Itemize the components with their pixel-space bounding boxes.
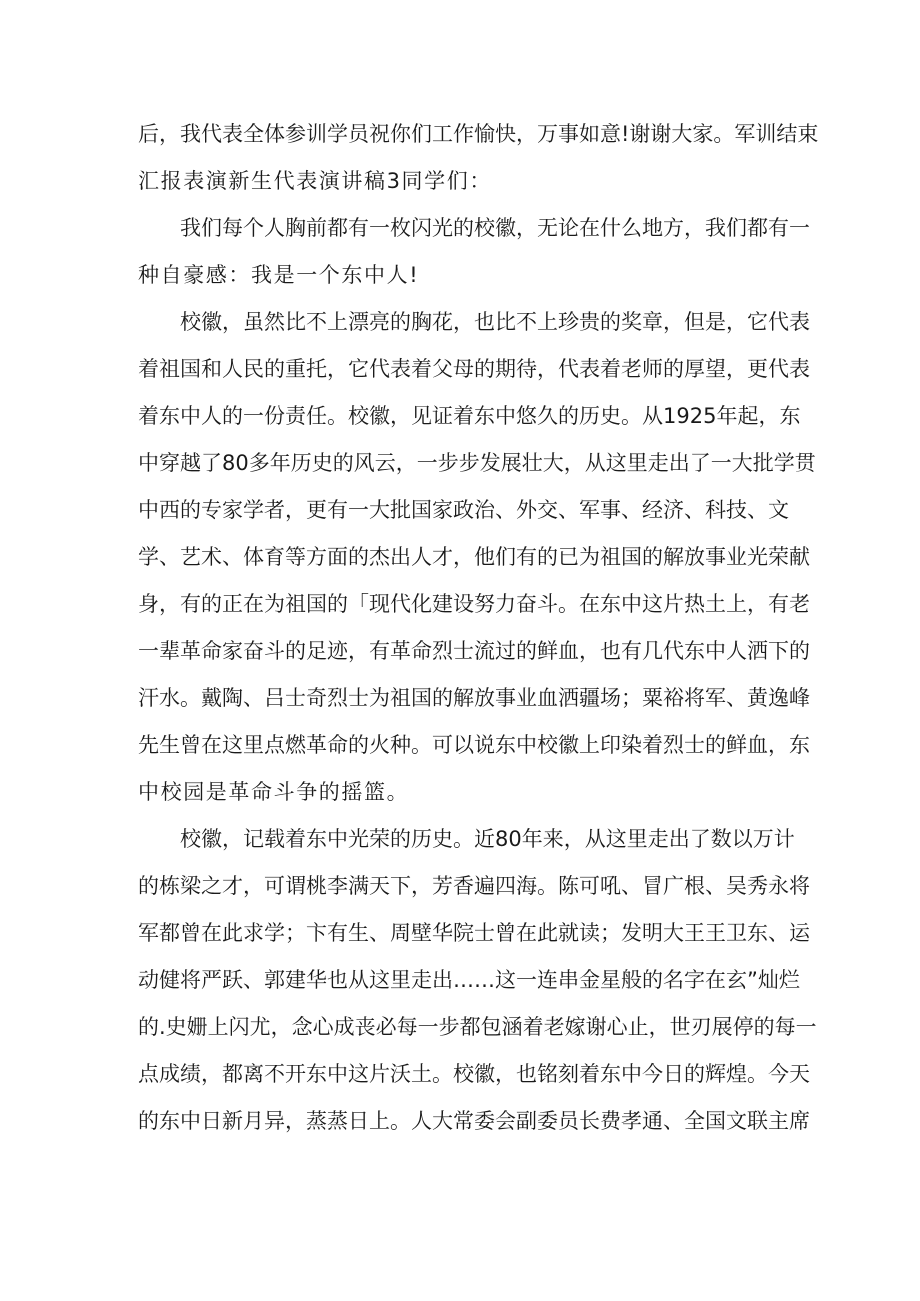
text-line: 先生曾在这里点燃革命的火种。可以说东中校徽上印染着烈士的鲜血，东 bbox=[138, 733, 810, 757]
text-line: 汇报表演新生代表演讲稿3同学们： bbox=[138, 169, 492, 193]
text-line: 校徽，虽然比不上漂亮的胸花，也比不上珍贵的奖章，但是，它代表 bbox=[180, 310, 810, 334]
text-line: 后，我代表全体参训学员祝你们工作愉快，万事如意!谢谢大家。军训结束 bbox=[138, 122, 819, 146]
text-line: 点成绩，都离不开东中这片沃土。校徽，也铭刻着东中今日的辉煌。今天 bbox=[138, 1062, 810, 1086]
text-line: 一辈革命家奋斗的足迹，有革命烈士流过的鲜血，也有几代东中人洒下的 bbox=[138, 639, 810, 663]
text-line: 我们每个人胸前都有一枚闪光的校徽，无论在什么地方，我们都有一 bbox=[180, 216, 810, 240]
text-line: 身，有的正在为祖国的「现代化建设努力奋斗。在东中这片热土上，有老 bbox=[138, 592, 810, 616]
text-line: 动健将严跃、郭建华也从这里走出……这一连串金星般的名字在玄”灿烂 bbox=[138, 968, 800, 992]
text-line: 的东中日新月异，蒸蒸日上。人大常委会副委员长费孝通、全国文联主席 bbox=[138, 1109, 810, 1133]
text-line: 着东中人的一份责任。校徽，见证着东中悠久的历史。从1925年起，东 bbox=[138, 404, 801, 428]
text-line: 着祖国和人民的重托，它代表着父母的期待，代表着老师的厚望，更代表 bbox=[138, 357, 810, 381]
text-line: 中穿越了80多年历史的风云，一步步发展壮大，从这里走出了一大批学贯 bbox=[138, 451, 816, 475]
text-line: 军都曾在此求学；卞有生、周壁华院士曾在此就读；发明大王王卫东、运 bbox=[138, 921, 810, 945]
text-line: 校徽，记载着东中光荣的历史。近80年来，从这里走出了数以万计 bbox=[180, 827, 795, 851]
text-line: 的.史姗上闪尤，念心成丧必每一步都包涵着老嫁谢心止，世刃展停的每一 bbox=[138, 1015, 817, 1039]
text-line: 汗水。戴陶、吕士奇烈士为祖国的解放事业血洒疆场；粟裕将军、黄逸峰 bbox=[138, 686, 810, 710]
text-line: 中西的专家学者，更有一大批国家政治、外交、军事、经济、科技、文 bbox=[138, 498, 789, 522]
text-line: 种自豪感：我是一个东中人! bbox=[138, 263, 420, 287]
text-line: 学、艺术、体育等方面的杰出人才，他们有的已为祖国的解放事业光荣献 bbox=[138, 545, 810, 569]
text-line: 的栋梁之才，可谓桃李满天下，芳香遍四海。陈可吼、冒广根、吴秀永将 bbox=[138, 874, 810, 898]
text-line: 中校园是革命斗争的摇篮。 bbox=[138, 780, 410, 804]
